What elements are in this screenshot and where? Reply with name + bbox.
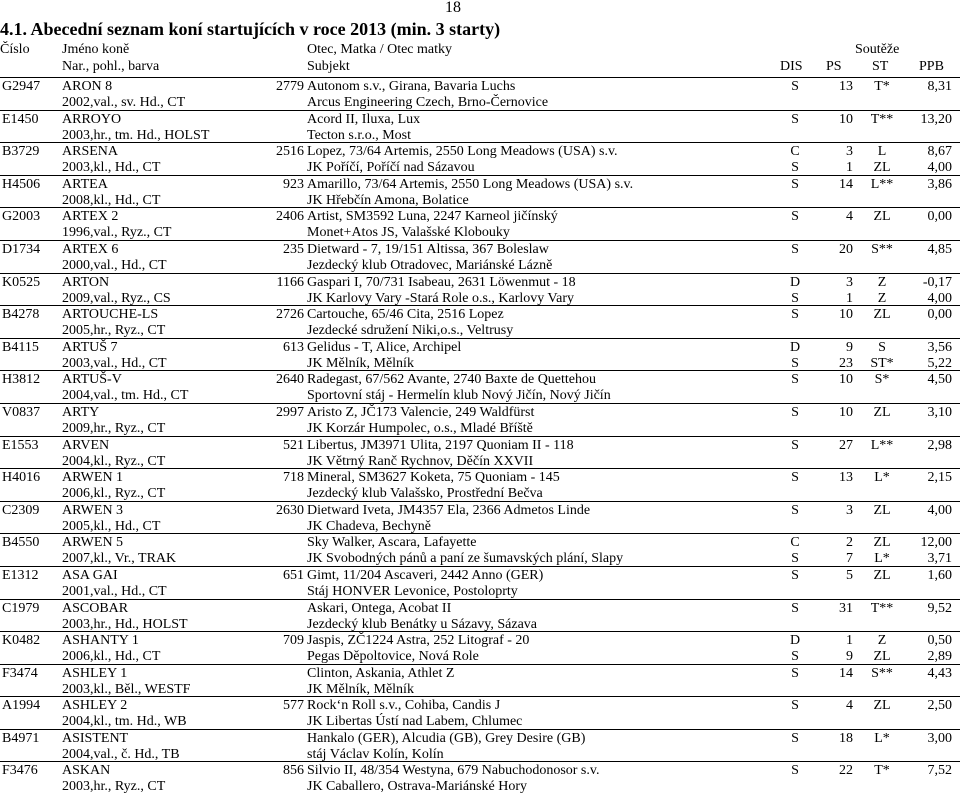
result-dis-2: S bbox=[791, 649, 799, 665]
row-divider bbox=[0, 305, 960, 306]
row-divider bbox=[0, 403, 960, 404]
horse-name: ASHLEY 2 bbox=[62, 698, 128, 714]
result-ps-1: 31 bbox=[839, 600, 853, 616]
horse-name: ARROYO bbox=[62, 111, 122, 127]
result-dis-1: S bbox=[791, 437, 799, 453]
result-ppb-1: 4,85 bbox=[927, 241, 952, 257]
result-st-1: Z bbox=[877, 633, 887, 649]
horse-details: 2000,val., Hd., CT bbox=[62, 257, 167, 273]
header-st: ST bbox=[872, 59, 889, 74]
result-ps-2: 9 bbox=[846, 649, 853, 665]
horse-number: 923 bbox=[283, 176, 304, 192]
result-ppb-1: 3,86 bbox=[927, 176, 952, 192]
horse-entry bbox=[0, 631, 960, 664]
horse-details: 2004,val., tm. Hd., CT bbox=[62, 388, 189, 404]
horse-number: 2997 bbox=[276, 404, 304, 420]
horse-name: ARSENA bbox=[62, 144, 119, 160]
result-ppb-1: 9,52 bbox=[927, 600, 952, 616]
result-ps-1: 3 bbox=[846, 144, 853, 160]
horse-details: 2005,hr., Ryz., CT bbox=[62, 323, 166, 339]
result-ppb-2: 5,22 bbox=[927, 355, 952, 371]
horse-details: 2001,val., Hd., CT bbox=[62, 583, 167, 599]
horse-code: H3812 bbox=[2, 372, 41, 388]
horse-subject: JK Hřebčín Amona, Bolatice bbox=[307, 192, 469, 208]
horse-pedigree: Aristo Z, JČ173 Valencie, 249 Waldfürst bbox=[307, 404, 535, 420]
horse-name: ARWEN 3 bbox=[62, 502, 124, 518]
result-st-1: T* bbox=[874, 763, 890, 779]
horse-details: 2009,val., Ryz., CS bbox=[62, 290, 171, 306]
row-divider bbox=[0, 696, 960, 697]
result-dis-1: S bbox=[791, 209, 799, 225]
row-divider bbox=[0, 729, 960, 730]
result-st-1: Z bbox=[877, 274, 887, 290]
result-dis-1: S bbox=[791, 111, 799, 127]
result-ppb-2: 3,71 bbox=[927, 551, 952, 567]
horse-code: E1312 bbox=[2, 567, 39, 583]
row-divider bbox=[0, 599, 960, 600]
header-ps: PS bbox=[826, 59, 842, 74]
result-dis-1: S bbox=[791, 730, 799, 746]
result-ppb-1: 3,56 bbox=[927, 339, 952, 355]
result-dis-2: S bbox=[791, 551, 799, 567]
horse-code: K0525 bbox=[2, 274, 41, 290]
result-ps-1: 3 bbox=[846, 502, 853, 518]
result-st-2: ZL bbox=[873, 649, 891, 665]
result-dis-1: S bbox=[791, 241, 799, 257]
header-jmeno: Jméno koně bbox=[62, 42, 130, 57]
result-st-1: ZL bbox=[873, 502, 891, 518]
result-ps-2: 7 bbox=[846, 551, 853, 567]
result-st-1: L* bbox=[874, 730, 890, 746]
result-ppb-1: 4,43 bbox=[927, 665, 952, 681]
row-divider bbox=[0, 533, 960, 534]
result-st-1: ZL bbox=[873, 307, 891, 323]
result-ps-1: 5 bbox=[846, 567, 853, 583]
horse-number: 577 bbox=[283, 698, 304, 714]
horse-pedigree: Sky Walker, Ascara, Lafayette bbox=[307, 535, 477, 551]
result-st-2: Z bbox=[877, 290, 887, 306]
horse-name: ARTEX 2 bbox=[62, 209, 119, 225]
horse-subject: Jezdecký klub Otradovec, Mariánské Lázně bbox=[307, 257, 553, 273]
horse-number: 651 bbox=[283, 567, 304, 583]
horse-details: 2006,kl., Ryz., CT bbox=[62, 486, 166, 502]
horse-name: ARTEX 6 bbox=[62, 241, 119, 257]
horse-details: 2003,val., Hd., CT bbox=[62, 355, 167, 371]
page-number: 18 bbox=[445, 0, 461, 16]
horse-details: 2004,kl., Ryz., CT bbox=[62, 453, 166, 469]
horse-details: 2003,hr., tm. Hd., HOLST bbox=[62, 127, 210, 143]
horse-pedigree: Jaspis, ZČ1224 Astra, 252 Litograf - 20 bbox=[307, 633, 530, 649]
horse-entry bbox=[0, 273, 960, 306]
result-ps-2: 1 bbox=[846, 160, 853, 176]
horse-details: 2003,kl., Hd., CT bbox=[62, 160, 161, 176]
horse-pedigree: Amarillo, 73/64 Artemis, 2550 Long Meadows (USA) s.v. bbox=[307, 176, 634, 192]
horse-pedigree: Artist, SM3592 Luna, 2247 Karneol jičínský bbox=[307, 209, 558, 225]
result-ppb-1: 4,50 bbox=[927, 372, 952, 388]
horse-subject: Sportovní stáj - Hermelín klub Nový Jičín, Nový Jičín bbox=[307, 388, 611, 404]
horse-name: ARWEN 5 bbox=[62, 535, 124, 551]
horse-name: ARVEN bbox=[62, 437, 110, 453]
horse-name: ARON 8 bbox=[62, 79, 113, 94]
horse-name: ASCOBAR bbox=[62, 600, 129, 616]
horse-subject: Jezdecký klub Benátky u Sázavy, Sázava bbox=[307, 616, 538, 632]
horse-code: B4115 bbox=[2, 339, 39, 355]
horse-details: 2004,val., č. Hd., TB bbox=[62, 746, 180, 762]
result-ppb-1: 8,67 bbox=[927, 144, 952, 160]
result-st-2: L* bbox=[874, 551, 890, 567]
result-ppb-2: 4,00 bbox=[927, 290, 952, 306]
horse-details: 2003,kl., Běl., WESTF bbox=[62, 681, 191, 697]
horse-list bbox=[0, 77, 960, 794]
horse-entry bbox=[0, 142, 960, 175]
header-otec: Otec, Matka / Otec matky bbox=[307, 42, 453, 57]
result-ps-1: 9 bbox=[846, 339, 853, 355]
horse-name: ASA GAI bbox=[62, 567, 118, 583]
horse-entry bbox=[0, 305, 960, 338]
result-ps-1: 10 bbox=[839, 404, 853, 420]
result-ps-1: 14 bbox=[839, 665, 853, 681]
horse-entry bbox=[0, 664, 960, 697]
result-ppb-1: 0,00 bbox=[927, 209, 952, 225]
row-divider bbox=[0, 338, 960, 339]
row-divider bbox=[0, 110, 960, 111]
row-divider bbox=[0, 370, 960, 371]
horse-entry bbox=[0, 175, 960, 208]
result-st-1: L** bbox=[870, 437, 894, 453]
result-dis-1: C bbox=[790, 144, 800, 160]
horse-pedigree: Dietward Iveta, JM4357 Ela, 2366 Admetos Linde bbox=[307, 502, 591, 518]
horse-subject: Monet+Atos JS, Valašské Klobouky bbox=[307, 225, 510, 241]
horse-code: D1734 bbox=[2, 241, 41, 257]
result-ppb-2: 2,89 bbox=[927, 649, 952, 665]
horse-number: 235 bbox=[283, 241, 304, 257]
result-ppb-1: 0,50 bbox=[927, 633, 952, 649]
horse-entry bbox=[0, 240, 960, 273]
result-dis-2: S bbox=[791, 160, 799, 176]
result-ppb-1: 4,00 bbox=[927, 502, 952, 518]
horse-number: 2406 bbox=[276, 209, 304, 225]
result-ps-1: 20 bbox=[839, 241, 853, 257]
result-st-1: ZL bbox=[873, 404, 891, 420]
horse-subject: JK Svobodných pánů a paní ze šumavských plání, Slapy bbox=[307, 551, 624, 567]
horse-entry bbox=[0, 696, 960, 729]
horse-pedigree: Hankalo (GER), Alcudia (GB), Grey Desire (GB) bbox=[307, 730, 586, 746]
horse-subject: JK Mělník, Mělník bbox=[307, 681, 414, 697]
horse-entry bbox=[0, 566, 960, 599]
result-ppb-1: 13,20 bbox=[920, 111, 952, 127]
result-st-1: L* bbox=[874, 470, 890, 486]
result-st-1: T** bbox=[870, 600, 894, 616]
result-ppb-1: 2,98 bbox=[927, 437, 952, 453]
horse-details: 2002,val., sv. Hd., CT bbox=[62, 95, 186, 110]
horse-pedigree: Libertus, JM3971 Ulita, 2197 Quoniam II - 118 bbox=[307, 437, 574, 453]
header-nar: Nar., pohl., barva bbox=[62, 59, 160, 74]
result-ppb-1: 0,00 bbox=[927, 307, 952, 323]
horse-number: 2640 bbox=[276, 372, 304, 388]
horse-pedigree: Gelidus - T, Alice, Archipel bbox=[307, 339, 462, 355]
horse-pedigree: Acord II, Iluxa, Lux bbox=[307, 111, 421, 127]
result-ps-1: 13 bbox=[839, 470, 853, 486]
horse-entry bbox=[0, 599, 960, 632]
result-dis-1: S bbox=[791, 79, 799, 94]
horse-number: 856 bbox=[283, 763, 304, 779]
horse-entry bbox=[0, 761, 960, 794]
horse-code: V0837 bbox=[2, 404, 41, 420]
horse-entry bbox=[0, 403, 960, 436]
horse-subject: JK Korzár Humpolec, o.s., Mladé Bříště bbox=[307, 420, 533, 436]
horse-pedigree: Rock‘n Roll s.v., Cohiba, Candis J bbox=[307, 698, 501, 714]
horse-code: E1553 bbox=[2, 437, 39, 453]
result-st-1: L bbox=[877, 144, 887, 160]
result-ps-1: 13 bbox=[839, 79, 853, 94]
horse-pedigree: Gimt, 11/204 Ascaveri, 2442 Anno (GER) bbox=[307, 567, 544, 583]
horse-details: 2003,hr., Ryz., CT bbox=[62, 779, 166, 795]
result-dis-1: S bbox=[791, 600, 799, 616]
horse-name: ARTON bbox=[62, 274, 110, 290]
horse-entry bbox=[0, 338, 960, 371]
horse-code: B4550 bbox=[2, 535, 40, 551]
result-dis-1: D bbox=[789, 339, 801, 355]
horse-name: ASHLEY 1 bbox=[62, 665, 128, 681]
horse-name: ASISTENT bbox=[62, 730, 129, 746]
horse-subject: JK Libertas Ústí nad Labem, Chlumec bbox=[307, 714, 523, 730]
horse-entry bbox=[0, 110, 960, 143]
horse-subject: JK Caballero, Ostrava-Mariánské Hory bbox=[307, 779, 528, 795]
horse-name: ARTUŠ 7 bbox=[62, 339, 118, 355]
horse-number: 2726 bbox=[276, 307, 304, 323]
table-header bbox=[0, 42, 960, 75]
horse-pedigree: Silvio II, 48/354 Westyna, 679 Nabuchodonosor s.v. bbox=[307, 763, 600, 779]
horse-details: 2005,kl., Hd., CT bbox=[62, 518, 161, 534]
horse-name: ARWEN 1 bbox=[62, 470, 124, 486]
result-ppb-1: 3,10 bbox=[927, 404, 952, 420]
result-ppb-1: 3,00 bbox=[927, 730, 952, 746]
horse-subject: JK Mělník, Mělník bbox=[307, 355, 414, 371]
horse-code: G2003 bbox=[2, 209, 41, 225]
horse-number: 2779 bbox=[276, 79, 304, 94]
result-ps-1: 10 bbox=[839, 372, 853, 388]
horse-subject: JK Chadeva, Bechyně bbox=[307, 518, 432, 534]
result-st-2: ZL bbox=[873, 160, 891, 176]
horse-code: C1979 bbox=[2, 600, 40, 616]
result-ps-1: 10 bbox=[839, 307, 853, 323]
result-ps-1: 2 bbox=[846, 535, 853, 551]
horse-code: A1994 bbox=[2, 698, 41, 714]
result-ps-1: 27 bbox=[839, 437, 853, 453]
result-ps-1: 4 bbox=[846, 209, 853, 225]
horse-code: F3476 bbox=[2, 763, 38, 779]
horse-subject: Jezdecký klub Valašsko, Prostřední Bečva bbox=[307, 486, 543, 502]
horse-number: 709 bbox=[283, 633, 304, 649]
row-divider bbox=[0, 207, 960, 208]
result-ps-1: 4 bbox=[846, 698, 853, 714]
result-st-1: T* bbox=[874, 79, 890, 94]
horse-code: H4016 bbox=[2, 470, 41, 486]
result-dis-1: S bbox=[791, 307, 799, 323]
row-divider bbox=[0, 142, 960, 143]
horse-pedigree: Radegast, 67/562 Avante, 2740 Baxte de Quettehou bbox=[307, 372, 597, 388]
result-ppb-1: 8,31 bbox=[927, 79, 952, 94]
result-ps-1: 3 bbox=[846, 274, 853, 290]
row-divider bbox=[0, 273, 960, 274]
result-st-1: S** bbox=[871, 665, 893, 681]
horse-name: ASKAN bbox=[62, 763, 111, 779]
result-dis-2: S bbox=[791, 290, 799, 306]
horse-pedigree: Lopez, 73/64 Artemis, 2550 Long Meadows (USA) s.v. bbox=[307, 144, 618, 160]
header-subjekt: Subjekt bbox=[307, 59, 350, 74]
result-ps-2: 23 bbox=[839, 355, 853, 371]
result-st-1: S* bbox=[874, 372, 890, 388]
result-st-1: ZL bbox=[873, 698, 891, 714]
horse-name: ARTY bbox=[62, 404, 100, 420]
result-ps-1: 10 bbox=[839, 111, 853, 127]
horse-pedigree: Mineral, SM3627 Koketa, 75 Quoniam - 145 bbox=[307, 470, 560, 486]
result-ps-1: 1 bbox=[846, 633, 853, 649]
result-dis-1: S bbox=[791, 665, 799, 681]
horse-number: 2630 bbox=[276, 502, 304, 518]
result-ps-1: 14 bbox=[839, 176, 853, 192]
row-divider bbox=[0, 566, 960, 567]
horse-details: 1996,val., Ryz., CT bbox=[62, 225, 172, 241]
horse-code: B4971 bbox=[2, 730, 40, 746]
horse-subject: Tecton s.r.o., Most bbox=[307, 127, 412, 143]
horse-name: ASHANTY 1 bbox=[62, 633, 139, 649]
horse-subject: JK Poříčí, Poříčí nad Sázavou bbox=[307, 160, 475, 176]
horse-subject: JK Větrný Ranč Rychnov, Děčín XXVII bbox=[307, 453, 534, 469]
horse-number: 521 bbox=[283, 437, 304, 453]
result-ppb-1: 12,00 bbox=[920, 535, 952, 551]
result-dis-1: S bbox=[791, 502, 799, 518]
horse-details: 2009,hr., Ryz., CT bbox=[62, 420, 166, 436]
horse-entry bbox=[0, 207, 960, 240]
horse-subject: Stáj HONVER Levonice, Postoloprty bbox=[307, 583, 518, 599]
row-divider bbox=[0, 761, 960, 762]
result-dis-1: S bbox=[791, 698, 799, 714]
horse-entry bbox=[0, 370, 960, 403]
result-st-1: T** bbox=[870, 111, 894, 127]
result-dis-2: S bbox=[791, 355, 799, 371]
horse-entry bbox=[0, 436, 960, 469]
result-dis-1: D bbox=[789, 274, 801, 290]
result-dis-1: D bbox=[789, 633, 801, 649]
horse-code: E1450 bbox=[2, 111, 39, 127]
result-ppb-1: -0,17 bbox=[922, 274, 952, 290]
result-st-1: ZL bbox=[873, 567, 891, 583]
horse-subject: JK Karlovy Vary -Stará Role o.s., Karlovy Vary bbox=[307, 290, 574, 306]
result-st-1: S** bbox=[871, 241, 893, 257]
horse-subject: Arcus Engineering Czech, Brno-Černovice bbox=[307, 95, 549, 110]
result-ps-2: 1 bbox=[846, 290, 853, 306]
page-title: 4.1. Abecední seznam koní startujících v roce 2013 (min. 3 starty) bbox=[0, 19, 501, 39]
horse-code: K0482 bbox=[2, 633, 41, 649]
result-st-1: S bbox=[878, 339, 886, 355]
horse-number: 1166 bbox=[276, 274, 304, 290]
horse-details: 2003,hr., Hd., HOLST bbox=[62, 616, 188, 632]
row-divider bbox=[0, 631, 960, 632]
row-divider bbox=[0, 501, 960, 502]
horse-code: F3474 bbox=[2, 665, 38, 681]
result-dis-1: S bbox=[791, 176, 799, 192]
horse-number: 718 bbox=[283, 470, 304, 486]
horse-subject: stáj Václav Kolín, Kolín bbox=[307, 746, 444, 762]
horse-name: ARTUŠ-V bbox=[62, 372, 122, 388]
horse-subject: Pegas Děpoltovice, Nová Role bbox=[307, 649, 479, 665]
result-ps-1: 18 bbox=[839, 730, 853, 746]
result-st-1: L** bbox=[870, 176, 894, 192]
result-st-1: ZL bbox=[873, 535, 891, 551]
horse-code: B4278 bbox=[2, 307, 40, 323]
row-divider bbox=[0, 240, 960, 241]
result-st-1: ZL bbox=[873, 209, 891, 225]
result-ppb-1: 2,15 bbox=[927, 470, 952, 486]
horse-entry bbox=[0, 533, 960, 566]
row-divider bbox=[0, 77, 960, 78]
header-dis: DIS bbox=[780, 59, 803, 74]
result-ppb-2: 4,00 bbox=[927, 160, 952, 176]
row-divider bbox=[0, 436, 960, 437]
horse-details: 2006,kl., Hd., CT bbox=[62, 649, 161, 665]
horse-details: 2008,kl., Hd., CT bbox=[62, 192, 161, 208]
horse-name: ARTOUCHE-LS bbox=[62, 307, 159, 323]
row-divider bbox=[0, 468, 960, 469]
horse-subject: Jezdecké sdružení Niki,o.s., Veltrusy bbox=[307, 323, 514, 339]
horse-details: 2004,kl., tm. Hd., WB bbox=[62, 714, 187, 730]
result-st-2: ST* bbox=[870, 355, 894, 371]
horse-code: B3729 bbox=[2, 144, 40, 160]
result-dis-1: S bbox=[791, 470, 799, 486]
result-ppb-1: 2,50 bbox=[927, 698, 952, 714]
horse-pedigree: Cartouche, 65/46 Cita, 2516 Lopez bbox=[307, 307, 504, 323]
horse-pedigree: Clinton, Askania, Athlet Z bbox=[307, 665, 455, 681]
row-divider bbox=[0, 175, 960, 176]
horse-code: H4506 bbox=[2, 176, 41, 192]
horse-code: G2947 bbox=[2, 79, 41, 94]
horse-entry bbox=[0, 468, 960, 501]
horse-pedigree: Autonom s.v., Girana, Bavaria Luchs bbox=[307, 79, 516, 94]
header-cislo: Číslo bbox=[0, 42, 30, 57]
result-ppb-1: 7,52 bbox=[927, 763, 952, 779]
horse-details: 2007,kl., Vr., TRAK bbox=[62, 551, 177, 567]
row-divider bbox=[0, 664, 960, 665]
result-dis-1: S bbox=[791, 763, 799, 779]
horse-code: C2309 bbox=[2, 502, 40, 518]
result-dis-1: S bbox=[791, 567, 799, 583]
horse-pedigree: Askari, Ontega, Acobat II bbox=[307, 600, 452, 616]
result-ppb-1: 1,60 bbox=[927, 567, 952, 583]
result-dis-1: S bbox=[791, 404, 799, 420]
result-dis-1: S bbox=[791, 372, 799, 388]
horse-pedigree: Dietward - 7, 19/151 Altissa, 367 Boleslaw bbox=[307, 241, 549, 257]
horse-pedigree: Gaspari I, 70/731 Isabeau, 2631 Löwenmut - 18 bbox=[307, 274, 576, 290]
header-ppb: PPB bbox=[919, 59, 944, 74]
horse-entry bbox=[0, 77, 960, 110]
horse-entry bbox=[0, 501, 960, 534]
result-ps-1: 22 bbox=[839, 763, 853, 779]
horse-number: 613 bbox=[283, 339, 304, 355]
result-dis-1: C bbox=[790, 535, 800, 551]
header-souteze: Soutěže bbox=[855, 42, 900, 57]
horse-entry bbox=[0, 729, 960, 762]
horse-number: 2516 bbox=[276, 144, 304, 160]
horse-name: ARTEA bbox=[62, 176, 108, 192]
